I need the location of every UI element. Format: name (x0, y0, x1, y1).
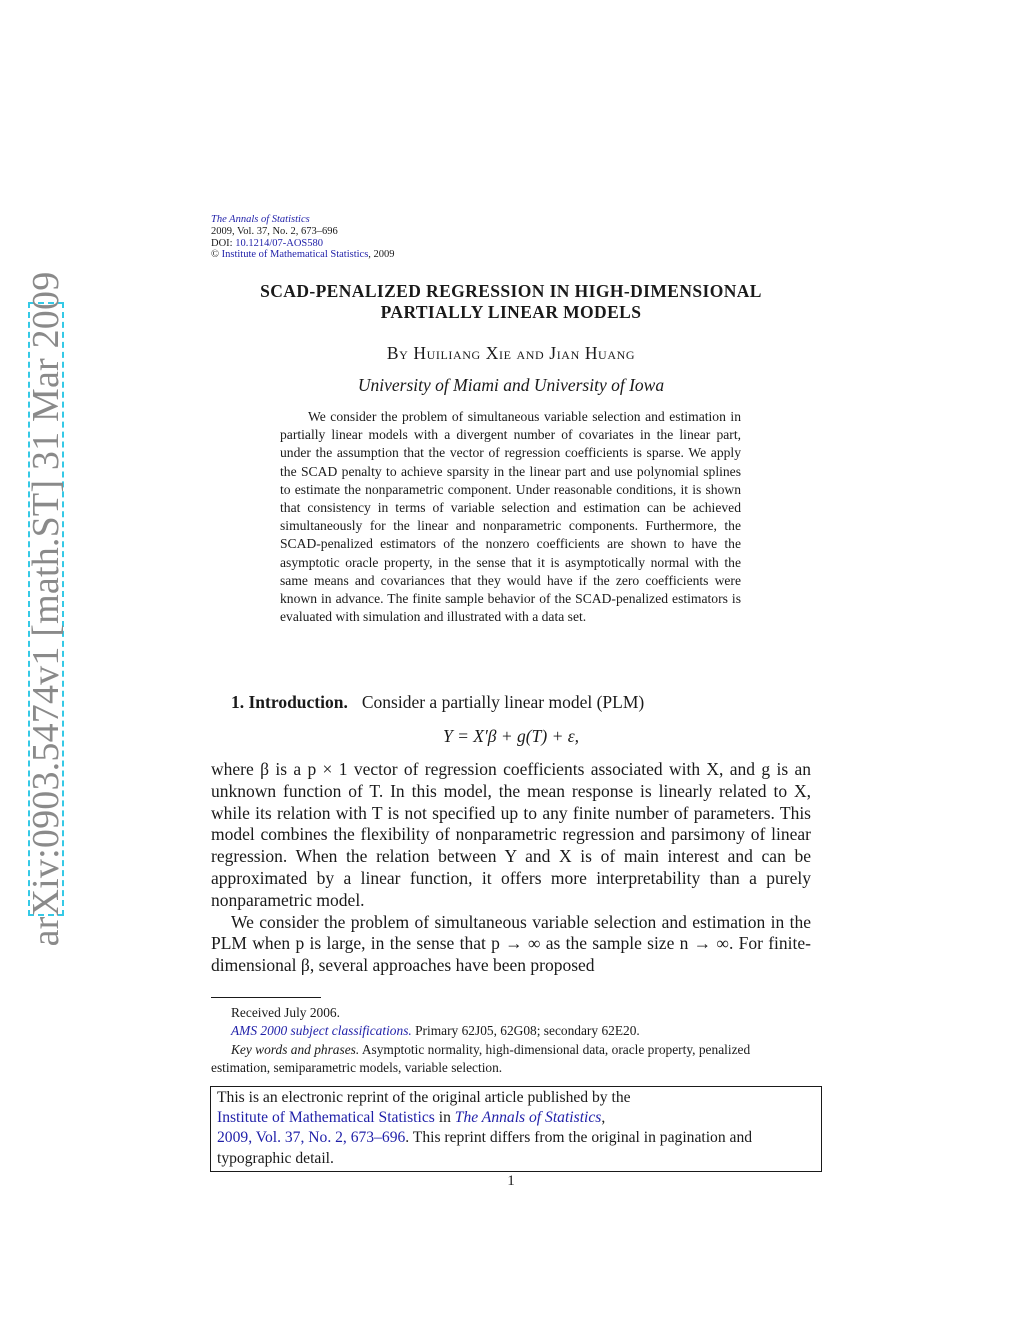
journal-doi: DOI: 10.1214/07-AOS580 (211, 237, 324, 249)
intro-lead: Consider a partially linear model (PLM) (361, 692, 645, 712)
ams-link[interactable]: AMS 2000 subject classifications. (231, 1023, 412, 1039)
reprint-notice: This is an electronic reprint of the original article published by the Institute of Mathematical Statistics in The Annals of Statistics, 2009, Vol. 37, No. 2, 673–696. This reprint differs from the original in pagination and typographic detail. (210, 1086, 822, 1172)
copyright-org-link[interactable]: Institute of Mathematical Statistics (221, 249, 369, 261)
ams-note: AMS 2000 subject classifications. Primary 62J05, 62G08; secondary 62E20. (231, 1023, 640, 1039)
doi-link[interactable]: 10.1214/07-AOS580 (235, 237, 324, 249)
affiliation: University of Miami and University of Iowa (357, 375, 665, 395)
page-number: 1 (507, 1173, 515, 1189)
paragraph: where β is a p × 1 vector of regression coefficients associated with X, and g is an unknown function of T. In this model, the mean response is linearly related to X, while its relation with T is not specified up to any finite number of parameters. This model combines the flexibility of nonparametric regression and parsimony of linear regression. When the relation between Y and X is of main interest and can be approximated by a linear function, it offers more interpretability than a purely nonparametric model. (211, 759, 811, 910)
journal-header (211, 214, 395, 261)
citation-link[interactable]: 2009, Vol. 37, No. 2, 673–696 (217, 1129, 406, 1147)
journal-volume: 2009, Vol. 37, No. 2, 673–696 (211, 225, 338, 237)
received-note: Received July 2006. (231, 1005, 340, 1020)
plm-equation: Y = X′β + g(T) + ε, (442, 726, 580, 746)
footnote-rule (211, 997, 321, 998)
journal-name[interactable]: The Annals of Statistics (211, 214, 310, 225)
arxiv-id: arXiv:0903.5474v1 [math.ST] 31 Mar 2009 (25, 271, 67, 947)
abstract: We consider the problem of simultaneous variable selection and estimation in partially linear models with a divergent number of covariates in the linear part, under the assumption that the vector of regression coefficients is sparse. We apply the SCAD penalty to achieve sparsity in the linear part and use polynomial splines to estimate the nonparametric component. Under reasonable conditions, it is shown that consistency in terms of variable selection and estimation can be achieved simultaneously for the linear and nonparametric components. Furthermore, the SCAD-penalized estimators of the nonzero coefficients are shown to have the asymptotic oracle property, in the sense that it is asymptotically normal with the same means and covariances that they would have if the zero coefficients were known in advance. The finite sample behavior of the SCAD-penalized estimators is evaluated with simulation and illustrated with a data set. (280, 409, 741, 625)
arxiv-stamp (25, 271, 67, 947)
intro-body (211, 759, 811, 977)
authors: By Huiliang Xie and Jian Huang (386, 343, 636, 363)
section-heading: 1. Introduction. (231, 692, 348, 712)
keywords-note: Key words and phrases. Asymptotic normality, high-dimensional data, oracle property, penalized estimation, semiparametric models, variable selection. (211, 1041, 751, 1076)
paragraph: We consider the problem of simultaneous variable selection and estimation in the PLM when p is large, in the sense that p → ∞ as the sample size n → ∞. For finite-dimensional β, several approaches have been proposed (211, 911, 811, 976)
intro-heading-line (231, 692, 644, 713)
journal-copyright: © Institute of Mathematical Statistics, 2009 (211, 249, 395, 261)
ims-link[interactable]: Institute of Mathematical Statistics (217, 1109, 435, 1127)
paper-title: SCAD-PENALIZED REGRESSION IN HIGH-DIMENSIONAL PARTIALLY LINEAR MODELS (260, 281, 762, 322)
journal-link[interactable]: The Annals of Statistics (454, 1109, 602, 1127)
footnotes (211, 1004, 811, 1078)
